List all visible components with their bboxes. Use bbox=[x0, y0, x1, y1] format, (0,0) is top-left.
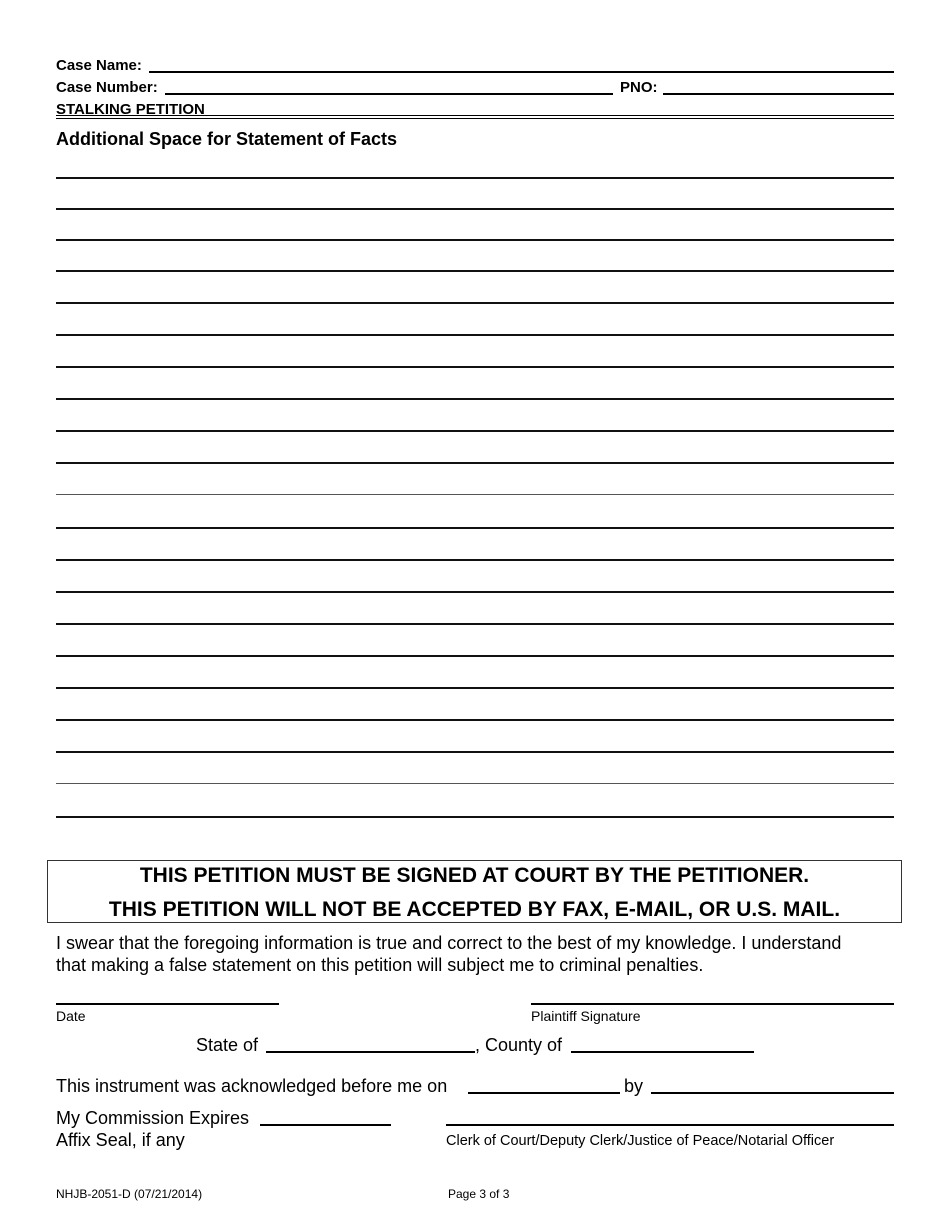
statement-line[interactable] bbox=[56, 494, 894, 495]
notice-line-1: THIS PETITION MUST BE SIGNED AT COURT BY THE PETITIONER. bbox=[139, 864, 810, 887]
statement-line[interactable] bbox=[56, 751, 894, 753]
acknowledged-by-field[interactable] bbox=[651, 1092, 894, 1094]
statement-line[interactable] bbox=[56, 816, 894, 818]
state-field[interactable] bbox=[266, 1051, 475, 1053]
section-title: Additional Space for Statement of Facts bbox=[56, 129, 398, 149]
commission-label: My Commission Expires bbox=[56, 1108, 250, 1128]
case-number-field[interactable] bbox=[165, 93, 613, 95]
plaintiff-signature-field[interactable] bbox=[531, 1003, 894, 1005]
date-field[interactable] bbox=[56, 1003, 279, 1005]
statement-line[interactable] bbox=[56, 430, 894, 432]
date-label: Date bbox=[56, 1008, 86, 1024]
by-label: by bbox=[624, 1076, 644, 1096]
affix-seal-label: Affix Seal, if any bbox=[56, 1130, 185, 1150]
statement-line[interactable] bbox=[56, 462, 894, 464]
oath-line-2: that making a false statement on this petition will subject me to criminal penalties. bbox=[56, 955, 704, 975]
page-number: Page 3 of 3 bbox=[448, 1187, 510, 1201]
statement-line[interactable] bbox=[56, 366, 894, 368]
statement-line[interactable] bbox=[56, 302, 894, 304]
oath-line-1: I swear that the foregoing information is true and correct to the best of my knowledge. I understand bbox=[56, 933, 842, 953]
state-label: State of bbox=[196, 1035, 259, 1055]
statement-line[interactable] bbox=[56, 559, 894, 561]
county-field[interactable] bbox=[571, 1051, 754, 1053]
statement-line[interactable] bbox=[56, 655, 894, 657]
statement-line[interactable] bbox=[56, 687, 894, 689]
officer-label: Clerk of Court/Deputy Clerk/Justice of Peace/Notarial Officer bbox=[446, 1133, 835, 1149]
statement-line[interactable] bbox=[56, 783, 894, 784]
statement-line[interactable] bbox=[56, 208, 894, 210]
acknowledged-date-field[interactable] bbox=[468, 1092, 620, 1094]
county-label: , County of bbox=[475, 1035, 563, 1055]
form-id: NHJB-2051-D (07/21/2014) bbox=[56, 1187, 203, 1201]
pno-field[interactable] bbox=[663, 93, 894, 95]
header-rule-bottom bbox=[56, 118, 894, 119]
officer-signature-field[interactable] bbox=[446, 1124, 894, 1126]
statement-line[interactable] bbox=[56, 719, 894, 721]
pno-label: PNO: bbox=[620, 79, 658, 96]
statement-line[interactable] bbox=[56, 177, 894, 179]
statement-line[interactable] bbox=[56, 270, 894, 272]
notice-box bbox=[47, 860, 902, 923]
case-name-field[interactable] bbox=[149, 71, 894, 73]
statement-line[interactable] bbox=[56, 398, 894, 400]
statement-line[interactable] bbox=[56, 334, 894, 336]
header-rule-top bbox=[56, 115, 894, 116]
case-name-label: Case Name: bbox=[56, 57, 142, 74]
statement-line[interactable] bbox=[56, 527, 894, 529]
case-number-label: Case Number: bbox=[56, 79, 158, 96]
form-title: STALKING PETITION bbox=[56, 101, 205, 118]
statement-line[interactable] bbox=[56, 239, 894, 241]
commission-expires-field[interactable] bbox=[260, 1124, 391, 1126]
statement-line[interactable] bbox=[56, 591, 894, 593]
statement-line[interactable] bbox=[56, 623, 894, 625]
notice-line-2: THIS PETITION WILL NOT BE ACCEPTED BY FAX, E-MAIL, OR U.S. MAIL. bbox=[108, 898, 841, 921]
acknowledged-label: This instrument was acknowledged before me on bbox=[56, 1076, 448, 1096]
plaintiff-signature-label: Plaintiff Signature bbox=[531, 1008, 641, 1024]
